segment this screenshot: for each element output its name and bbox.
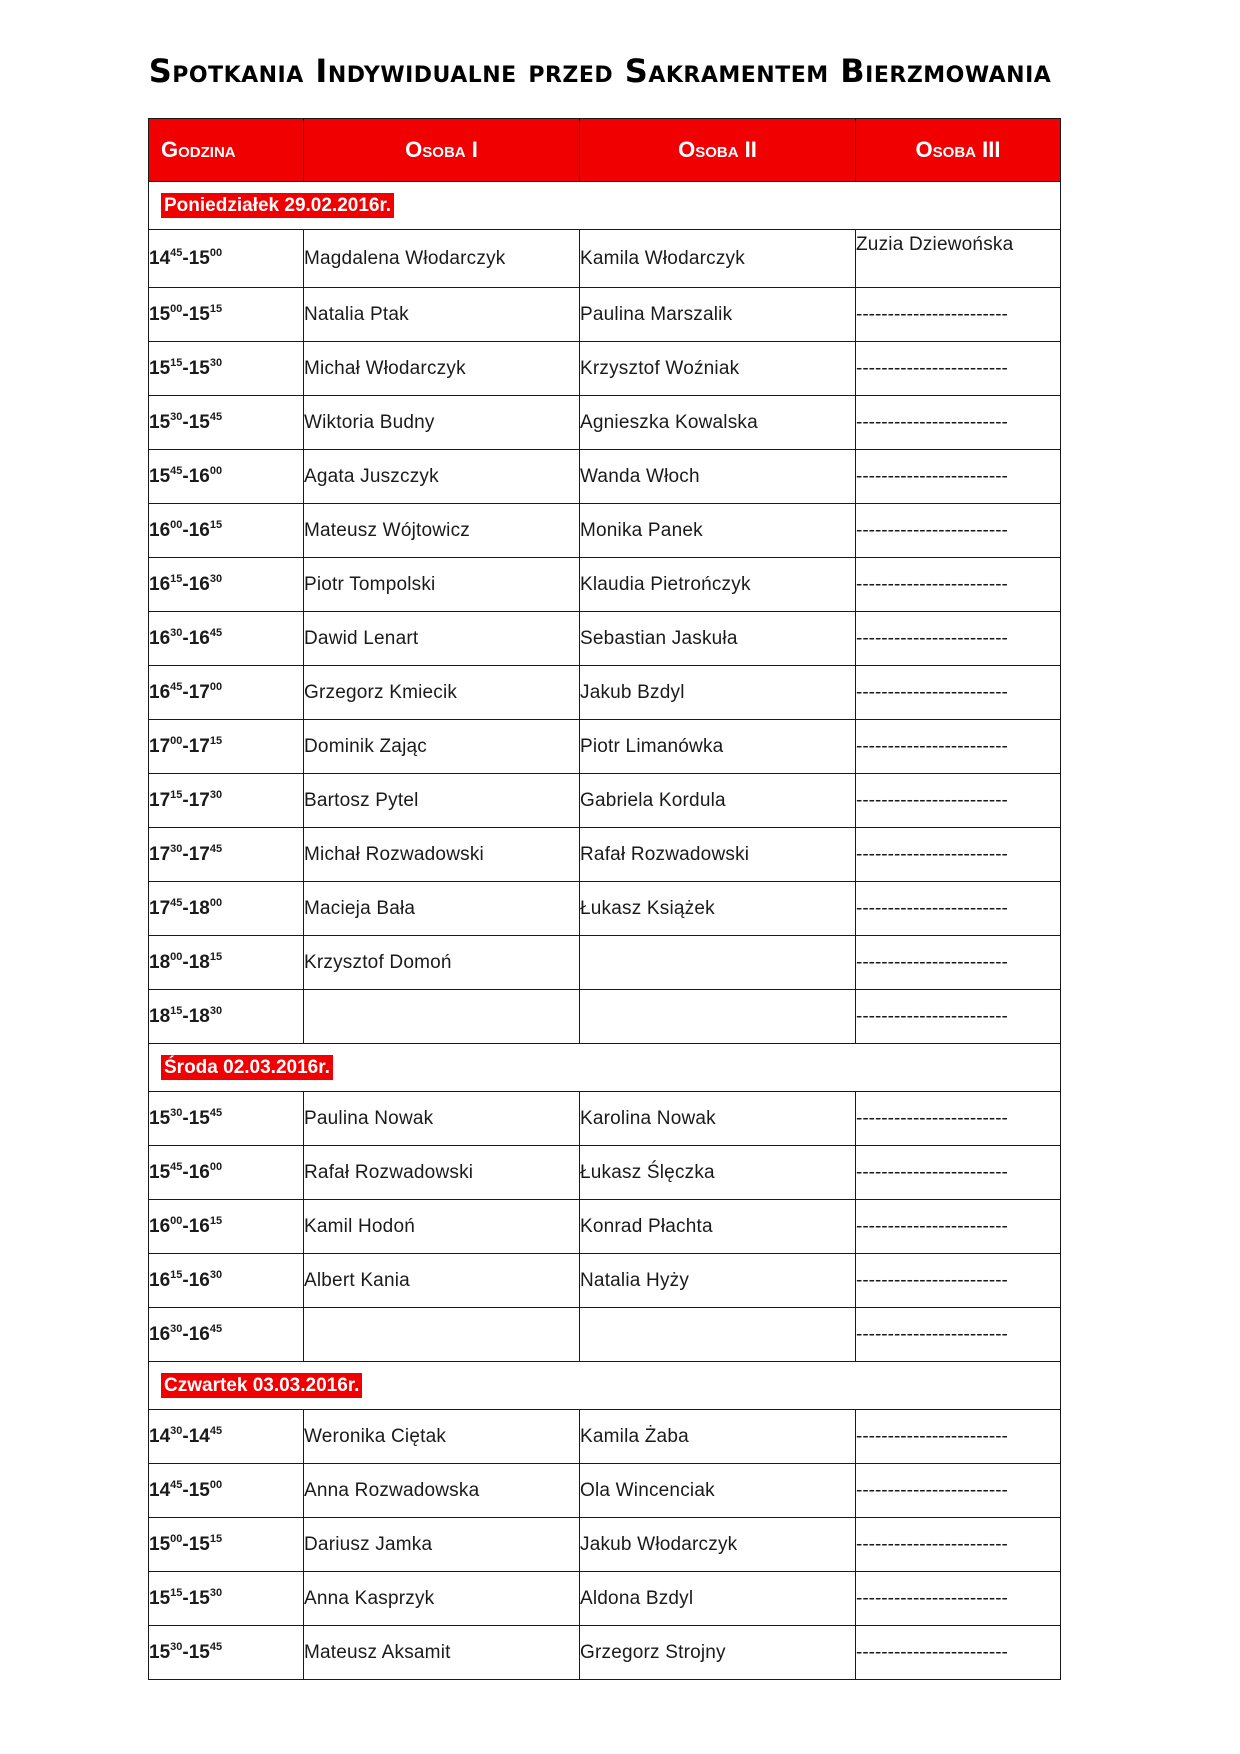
person-1-name: Piotr Tompolski bbox=[304, 558, 580, 612]
table-row bbox=[149, 990, 1061, 1044]
person-3-name: ------------------------ bbox=[856, 1410, 1061, 1464]
day-row bbox=[149, 1044, 1061, 1092]
end-hour: 17 bbox=[188, 681, 210, 703]
start-hour: 15 bbox=[149, 1533, 171, 1555]
table-row bbox=[149, 720, 1061, 774]
table-row bbox=[149, 1092, 1061, 1146]
table-row bbox=[149, 558, 1061, 612]
table-row bbox=[149, 666, 1061, 720]
time-slot: $14^{30}-14^{45}$ bbox=[149, 1410, 304, 1464]
person-1-name: Kamil Hodoń bbox=[304, 1200, 580, 1254]
person-2-name bbox=[580, 990, 856, 1044]
person-1-name: Macieja Bała bbox=[304, 882, 580, 936]
time-slot: $18^{15}-18^{30}$ bbox=[149, 990, 304, 1044]
page-title: Spotkania Indywidualne przed Sakramentem Bierzmowania bbox=[148, 52, 1052, 90]
table-row bbox=[149, 1254, 1061, 1308]
person-3-name: ------------------------ bbox=[856, 1308, 1061, 1362]
person-3-name: ------------------------ bbox=[856, 774, 1061, 828]
person-2-name: Klaudia Pietrończyk bbox=[580, 558, 856, 612]
end-minute: 45 bbox=[209, 1322, 223, 1335]
start-hour: 15 bbox=[149, 1161, 171, 1183]
time-slot: $16^{00}-16^{15}$ bbox=[149, 1200, 304, 1254]
time-slot: $15^{30}-15^{45}$ bbox=[149, 1092, 304, 1146]
person-1-name: Anna Kasprzyk bbox=[304, 1572, 580, 1626]
person-1-name: Magdalena Włodarczyk bbox=[304, 230, 580, 288]
end-minute: 00 bbox=[209, 464, 223, 477]
header-row bbox=[149, 119, 1061, 182]
table-row bbox=[149, 1464, 1061, 1518]
start-hour: 14 bbox=[149, 1479, 171, 1501]
end-hour: 17 bbox=[188, 843, 210, 865]
end-minute: 00 bbox=[209, 896, 223, 909]
time-slot: $17^{45}-18^{00}$ bbox=[149, 882, 304, 936]
schedule-table bbox=[148, 118, 1061, 1680]
time-slot: $14^{45}-15^{00}$ bbox=[149, 1464, 304, 1518]
start-minute: 00 bbox=[170, 1532, 183, 1545]
end-hour: 16 bbox=[188, 573, 210, 595]
person-2-name bbox=[580, 1308, 856, 1362]
table-row bbox=[149, 288, 1061, 342]
table-row bbox=[149, 1200, 1061, 1254]
person-2-name: Piotr Limanówka bbox=[580, 720, 856, 774]
table-row bbox=[149, 936, 1061, 990]
start-minute: 15 bbox=[170, 572, 183, 585]
person-1-name: Dominik Zając bbox=[304, 720, 580, 774]
person-2-name: Natalia Hyży bbox=[580, 1254, 856, 1308]
person-3-name: ------------------------ bbox=[856, 882, 1061, 936]
end-minute: 00 bbox=[209, 246, 223, 259]
day-cell bbox=[149, 1044, 1061, 1092]
person-2-name: Grzegorz Strojny bbox=[580, 1626, 856, 1680]
person-3-name: ------------------------ bbox=[856, 1464, 1061, 1518]
person-3-name: ------------------------ bbox=[856, 1572, 1061, 1626]
end-hour: 15 bbox=[188, 247, 210, 269]
person-3-name: ------------------------ bbox=[856, 990, 1061, 1044]
person-2-name: Łukasz Książek bbox=[580, 882, 856, 936]
person-2-name: Ola Wincenciak bbox=[580, 1464, 856, 1518]
table-row bbox=[149, 230, 1061, 288]
start-minute: 00 bbox=[170, 302, 183, 315]
person-1-name: Michał Włodarczyk bbox=[304, 342, 580, 396]
start-minute: 30 bbox=[170, 1322, 183, 1335]
person-3-name: ------------------------ bbox=[856, 828, 1061, 882]
end-hour: 17 bbox=[188, 789, 210, 811]
time-slot: $14^{45}-15^{00}$ bbox=[149, 230, 304, 288]
start-minute: 45 bbox=[170, 680, 183, 693]
end-minute: 15 bbox=[209, 518, 223, 531]
start-minute: 15 bbox=[170, 1586, 183, 1599]
table-row bbox=[149, 1410, 1061, 1464]
table-row bbox=[149, 342, 1061, 396]
end-minute: 15 bbox=[209, 1532, 223, 1545]
person-3-name: ------------------------ bbox=[856, 396, 1061, 450]
end-hour: 16 bbox=[188, 519, 210, 541]
person-2-name: Kamila Włodarczyk bbox=[580, 230, 856, 288]
header-person-1: Osoba I bbox=[304, 119, 580, 182]
start-minute: 15 bbox=[170, 1004, 183, 1017]
start-minute: 30 bbox=[170, 626, 183, 639]
end-minute: 15 bbox=[209, 950, 223, 963]
start-hour: 15 bbox=[149, 1107, 171, 1129]
person-1-name: Rafał Rozwadowski bbox=[304, 1146, 580, 1200]
start-hour: 17 bbox=[149, 843, 171, 865]
person-3-name: ------------------------ bbox=[856, 504, 1061, 558]
person-1-name: Albert Kania bbox=[304, 1254, 580, 1308]
end-minute: 45 bbox=[209, 842, 223, 855]
person-1-name: Mateusz Aksamit bbox=[304, 1626, 580, 1680]
start-hour: 15 bbox=[149, 357, 171, 379]
time-slot: $16^{30}-16^{45}$ bbox=[149, 1308, 304, 1362]
end-minute: 30 bbox=[209, 1268, 223, 1281]
person-1-name: Paulina Nowak bbox=[304, 1092, 580, 1146]
person-2-name: Łukasz Ślęczka bbox=[580, 1146, 856, 1200]
day-label: Środa 02.03.2016r. bbox=[161, 1055, 333, 1080]
table-row bbox=[149, 882, 1061, 936]
end-hour: 18 bbox=[188, 951, 210, 973]
start-hour: 18 bbox=[149, 951, 171, 973]
person-1-name: Dariusz Jamka bbox=[304, 1518, 580, 1572]
day-label: Poniedziałek 29.02.2016r. bbox=[161, 193, 394, 218]
end-hour: 16 bbox=[188, 1323, 210, 1345]
table-row bbox=[149, 450, 1061, 504]
end-hour: 15 bbox=[188, 1587, 210, 1609]
person-3-name: ------------------------ bbox=[856, 1254, 1061, 1308]
start-hour: 17 bbox=[149, 735, 171, 757]
table-row bbox=[149, 1626, 1061, 1680]
person-2-name: Gabriela Kordula bbox=[580, 774, 856, 828]
table-row bbox=[149, 1308, 1061, 1362]
end-hour: 16 bbox=[188, 1215, 210, 1237]
table-row bbox=[149, 1572, 1061, 1626]
start-hour: 16 bbox=[149, 681, 171, 703]
person-1-name: Dawid Lenart bbox=[304, 612, 580, 666]
start-hour: 15 bbox=[149, 1587, 171, 1609]
start-hour: 16 bbox=[149, 627, 171, 649]
end-minute: 00 bbox=[209, 1478, 223, 1491]
start-minute: 30 bbox=[170, 410, 183, 423]
table-row bbox=[149, 504, 1061, 558]
table-row bbox=[149, 828, 1061, 882]
end-hour: 15 bbox=[188, 357, 210, 379]
end-minute: 15 bbox=[209, 1214, 223, 1227]
person-2-name: Agnieszka Kowalska bbox=[580, 396, 856, 450]
start-hour: 15 bbox=[149, 1641, 171, 1663]
table-row bbox=[149, 612, 1061, 666]
person-3-name: Zuzia Dziewońska bbox=[856, 230, 1061, 288]
time-slot: $17^{15}-17^{30}$ bbox=[149, 774, 304, 828]
start-hour: 16 bbox=[149, 1269, 171, 1291]
person-1-name: Anna Rozwadowska bbox=[304, 1464, 580, 1518]
table-row bbox=[149, 1518, 1061, 1572]
header-person-3: Osoba III bbox=[856, 119, 1061, 182]
start-hour: 16 bbox=[149, 519, 171, 541]
table-row bbox=[149, 1146, 1061, 1200]
person-3-name: ------------------------ bbox=[856, 342, 1061, 396]
person-2-name: Kamila Żaba bbox=[580, 1410, 856, 1464]
end-hour: 16 bbox=[188, 465, 210, 487]
end-hour: 18 bbox=[188, 1005, 210, 1027]
start-hour: 15 bbox=[149, 303, 171, 325]
person-3-name: ------------------------ bbox=[856, 450, 1061, 504]
end-minute: 30 bbox=[209, 1586, 223, 1599]
start-hour: 16 bbox=[149, 1215, 171, 1237]
time-slot: $15^{45}-16^{00}$ bbox=[149, 450, 304, 504]
person-3-name: ------------------------ bbox=[856, 612, 1061, 666]
person-1-name: Weronika Ciętak bbox=[304, 1410, 580, 1464]
end-hour: 14 bbox=[188, 1425, 210, 1447]
start-minute: 45 bbox=[170, 1160, 183, 1173]
end-hour: 15 bbox=[188, 1107, 210, 1129]
start-minute: 00 bbox=[170, 518, 183, 531]
person-3-name: ------------------------ bbox=[856, 558, 1061, 612]
time-slot: $15^{30}-15^{45}$ bbox=[149, 396, 304, 450]
end-minute: 45 bbox=[209, 1640, 223, 1653]
end-hour: 17 bbox=[188, 735, 210, 757]
person-2-name: Jakub Bzdyl bbox=[580, 666, 856, 720]
start-hour: 15 bbox=[149, 411, 171, 433]
day-cell bbox=[149, 182, 1061, 230]
person-1-name bbox=[304, 990, 580, 1044]
person-2-name: Krzysztof Woźniak bbox=[580, 342, 856, 396]
table-row bbox=[149, 396, 1061, 450]
person-3-name: ------------------------ bbox=[856, 288, 1061, 342]
person-3-name: ------------------------ bbox=[856, 936, 1061, 990]
person-1-name: Wiktoria Budny bbox=[304, 396, 580, 450]
header-person-2: Osoba II bbox=[580, 119, 856, 182]
time-slot: $16^{15}-16^{30}$ bbox=[149, 1254, 304, 1308]
start-minute: 30 bbox=[170, 1424, 183, 1437]
end-hour: 18 bbox=[188, 897, 210, 919]
end-minute: 45 bbox=[209, 410, 223, 423]
person-3-name: ------------------------ bbox=[856, 720, 1061, 774]
end-hour: 16 bbox=[188, 1269, 210, 1291]
start-minute: 00 bbox=[170, 734, 183, 747]
person-1-name: Michał Rozwadowski bbox=[304, 828, 580, 882]
start-minute: 45 bbox=[170, 464, 183, 477]
time-slot: $17^{00}-17^{15}$ bbox=[149, 720, 304, 774]
end-hour: 16 bbox=[188, 1161, 210, 1183]
person-2-name: Aldona Bzdyl bbox=[580, 1572, 856, 1626]
table-row bbox=[149, 774, 1061, 828]
start-minute: 15 bbox=[170, 788, 183, 801]
end-hour: 15 bbox=[188, 1479, 210, 1501]
end-minute: 30 bbox=[209, 572, 223, 585]
header-time: Godzina bbox=[149, 119, 304, 182]
time-slot: $15^{00}-15^{15}$ bbox=[149, 1518, 304, 1572]
end-hour: 15 bbox=[188, 411, 210, 433]
start-hour: 14 bbox=[149, 1425, 171, 1447]
person-3-name: ------------------------ bbox=[856, 1200, 1061, 1254]
end-minute: 45 bbox=[209, 1106, 223, 1119]
person-2-name: Karolina Nowak bbox=[580, 1092, 856, 1146]
person-3-name: ------------------------ bbox=[856, 666, 1061, 720]
schedule-body bbox=[149, 182, 1061, 1680]
start-minute: 00 bbox=[170, 950, 183, 963]
start-minute: 30 bbox=[170, 1640, 183, 1653]
person-3-name: ------------------------ bbox=[856, 1092, 1061, 1146]
person-2-name: Sebastian Jaskuła bbox=[580, 612, 856, 666]
time-slot: $16^{45}-17^{00}$ bbox=[149, 666, 304, 720]
time-slot: $15^{00}-15^{15}$ bbox=[149, 288, 304, 342]
end-hour: 15 bbox=[188, 303, 210, 325]
person-1-name: Mateusz Wójtowicz bbox=[304, 504, 580, 558]
end-minute: 00 bbox=[209, 680, 223, 693]
start-minute: 15 bbox=[170, 356, 183, 369]
end-minute: 30 bbox=[209, 356, 223, 369]
start-minute: 00 bbox=[170, 1214, 183, 1227]
person-3-name: ------------------------ bbox=[856, 1146, 1061, 1200]
time-slot: $16^{00}-16^{15}$ bbox=[149, 504, 304, 558]
start-hour: 18 bbox=[149, 1005, 171, 1027]
time-slot: $16^{15}-16^{30}$ bbox=[149, 558, 304, 612]
start-minute: 15 bbox=[170, 1268, 183, 1281]
end-hour: 16 bbox=[188, 627, 210, 649]
start-minute: 30 bbox=[170, 842, 183, 855]
person-2-name: Wanda Włoch bbox=[580, 450, 856, 504]
person-1-name: Grzegorz Kmiecik bbox=[304, 666, 580, 720]
time-slot: $17^{30}-17^{45}$ bbox=[149, 828, 304, 882]
end-minute: 30 bbox=[209, 1004, 223, 1017]
start-hour: 14 bbox=[149, 247, 171, 269]
person-3-name: ------------------------ bbox=[856, 1518, 1061, 1572]
table-header bbox=[149, 119, 1061, 182]
end-minute: 45 bbox=[209, 626, 223, 639]
time-slot: $15^{45}-16^{00}$ bbox=[149, 1146, 304, 1200]
end-minute: 15 bbox=[209, 302, 223, 315]
time-slot: $15^{15}-15^{30}$ bbox=[149, 342, 304, 396]
end-minute: 30 bbox=[209, 788, 223, 801]
start-hour: 17 bbox=[149, 789, 171, 811]
person-1-name: Agata Juszczyk bbox=[304, 450, 580, 504]
person-2-name: Konrad Płachta bbox=[580, 1200, 856, 1254]
start-hour: 16 bbox=[149, 573, 171, 595]
time-slot: $16^{30}-16^{45}$ bbox=[149, 612, 304, 666]
person-1-name: Krzysztof Domoń bbox=[304, 936, 580, 990]
end-hour: 15 bbox=[188, 1533, 210, 1555]
day-row bbox=[149, 1362, 1061, 1410]
day-row bbox=[149, 182, 1061, 230]
person-2-name: Jakub Włodarczyk bbox=[580, 1518, 856, 1572]
start-hour: 16 bbox=[149, 1323, 171, 1345]
end-minute: 45 bbox=[209, 1424, 223, 1437]
start-minute: 45 bbox=[170, 896, 183, 909]
person-2-name: Monika Panek bbox=[580, 504, 856, 558]
day-label: Czwartek 03.03.2016r. bbox=[161, 1373, 362, 1398]
person-2-name: Paulina Marszalik bbox=[580, 288, 856, 342]
person-1-name bbox=[304, 1308, 580, 1362]
time-slot: $15^{30}-15^{45}$ bbox=[149, 1626, 304, 1680]
start-minute: 45 bbox=[170, 246, 183, 259]
start-hour: 17 bbox=[149, 897, 171, 919]
time-slot: $15^{15}-15^{30}$ bbox=[149, 1572, 304, 1626]
person-3-name: ------------------------ bbox=[856, 1626, 1061, 1680]
end-minute: 15 bbox=[209, 734, 223, 747]
start-minute: 45 bbox=[170, 1478, 183, 1491]
day-cell bbox=[149, 1362, 1061, 1410]
start-hour: 15 bbox=[149, 465, 171, 487]
person-2-name: Rafał Rozwadowski bbox=[580, 828, 856, 882]
end-minute: 00 bbox=[209, 1160, 223, 1173]
person-2-name bbox=[580, 936, 856, 990]
time-slot: $18^{00}-18^{15}$ bbox=[149, 936, 304, 990]
person-1-name: Natalia Ptak bbox=[304, 288, 580, 342]
person-1-name: Bartosz Pytel bbox=[304, 774, 580, 828]
start-minute: 30 bbox=[170, 1106, 183, 1119]
end-hour: 15 bbox=[188, 1641, 210, 1663]
